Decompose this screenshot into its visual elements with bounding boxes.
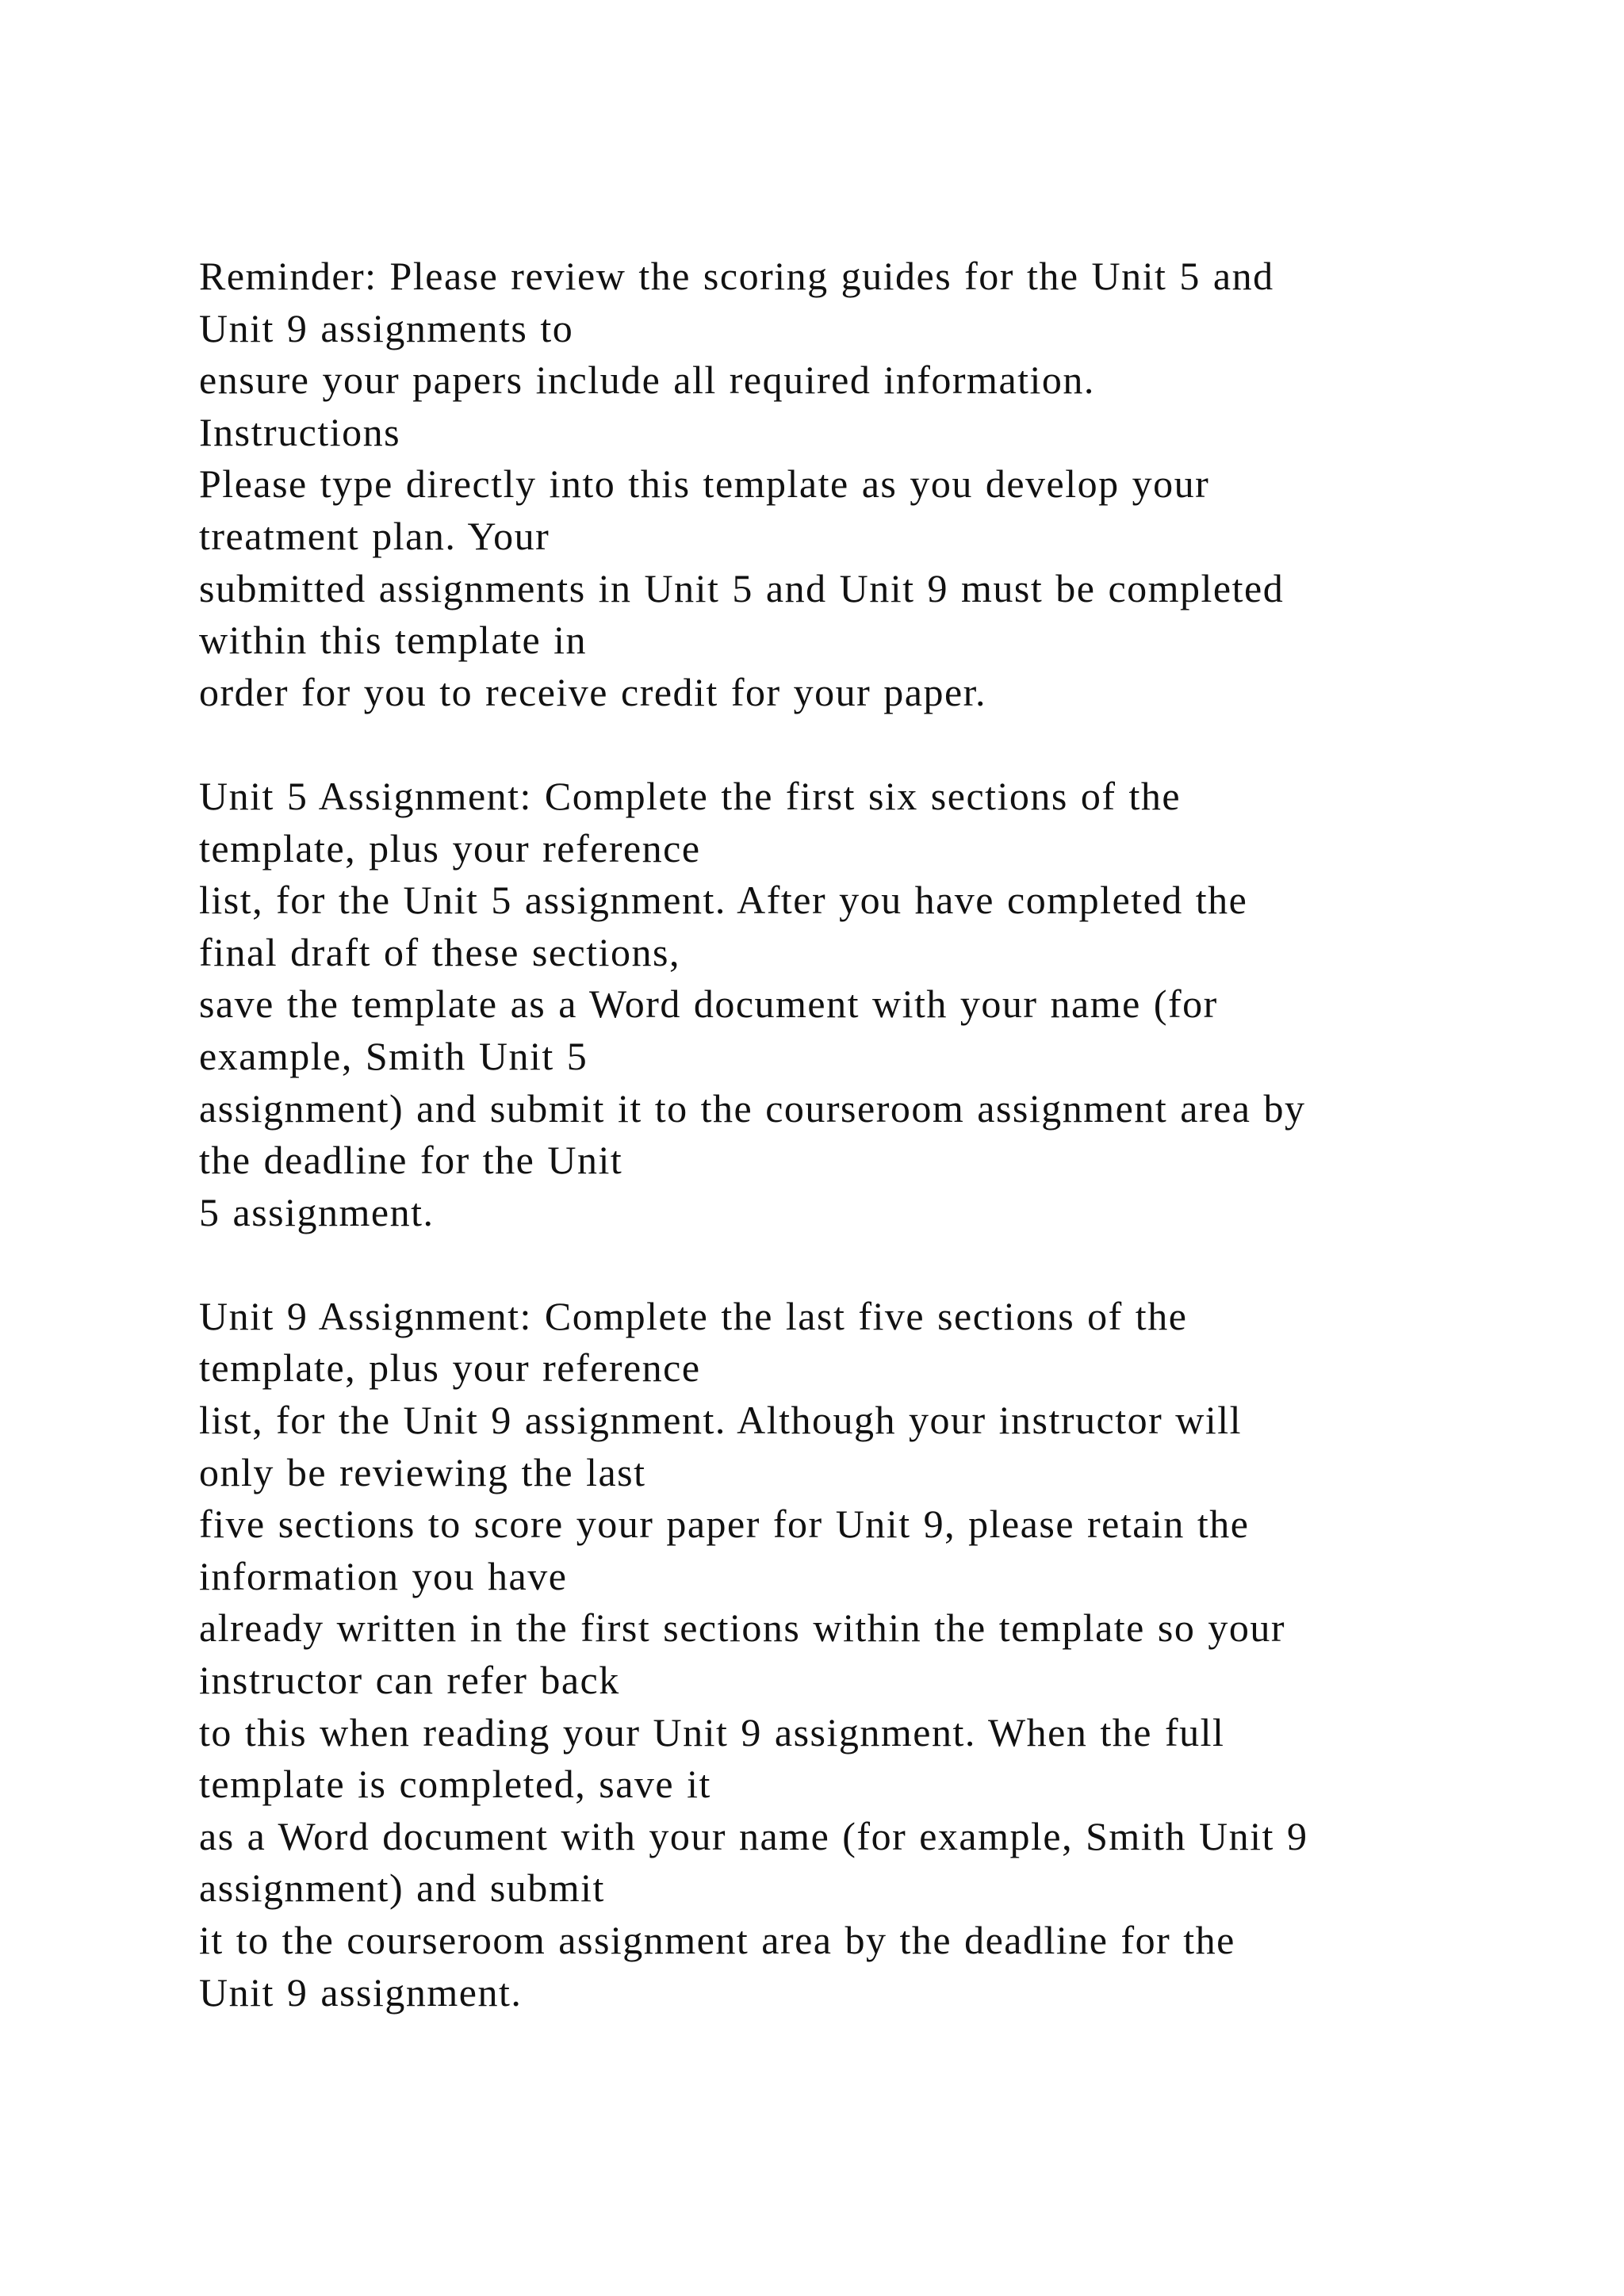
text-line: information you have [199,1553,568,1598]
text-line: already written in the first sections within the template so your [199,1605,1285,1651]
text-line: to this when reading your Unit 9 assignment. When the full [199,1709,1225,1755]
text-line: instructor can refer back [199,1658,620,1703]
paragraph-unit-5 [199,771,1547,1238]
paragraph-reminder [199,251,1547,718]
text-line: Please type directly into this template as you develop your [199,461,1210,507]
text-line: as a Word document with your name (for example, Smith Unit 9 [199,1813,1308,1858]
text-line: the deadline for the Unit [199,1138,623,1183]
text-line: within this template in [199,618,588,663]
text-line: it to the courseroom assignment area by the deadline for the [199,1918,1235,1962]
text-line: template, plus your reference [199,1345,701,1391]
text-line: list, for the Unit 9 assignment. Although your instructor will [199,1398,1243,1443]
text-line: submitted assignments in Unit 5 and Unit 9 must be completed [199,565,1285,610]
paragraph-gap [199,1238,1547,1291]
text-line: template, plus your reference [199,825,701,871]
text-line: final draft of these sections, [199,929,680,974]
text-line: only be reviewing the last [199,1449,646,1494]
text-line: example, Smith Unit 5 [199,1033,588,1078]
paragraph-gap [199,718,1547,771]
text-line: Unit 9 assignment. [199,1969,523,2015]
text-line: order for you to receive credit for your paper. [199,669,987,714]
text-line: Unit 9 assignments to [199,305,574,350]
text-line: Instructions [199,409,401,454]
text-line: assignment) and submit [199,1866,605,1911]
text-line: Unit 9 Assignment: Complete the last five sections of the [199,1293,1188,1338]
text-line: treatment plan. Your [199,513,550,558]
text-line: Unit 5 Assignment: Complete the first six sections of the [199,773,1182,818]
text-line: list, for the Unit 5 assignment. After you have completed the [199,878,1248,923]
text-line: Reminder: Please review the scoring guides for the Unit 5 and [199,254,1274,298]
text-line: save the template as a Word document with your name (for [199,982,1218,1027]
text-line: ensure your papers include all required information. [199,358,1095,403]
text-line: template is completed, save it [199,1762,711,1807]
paragraph-unit-9 [199,1291,1547,2019]
text-line: 5 assignment. [199,1189,435,1234]
text-line: assignment) and submit it to the courseroom assignment area by [199,1085,1306,1131]
document-body [199,251,1547,2019]
text-line: five sections to score your paper for Unit 9, please retain the [199,1502,1250,1547]
